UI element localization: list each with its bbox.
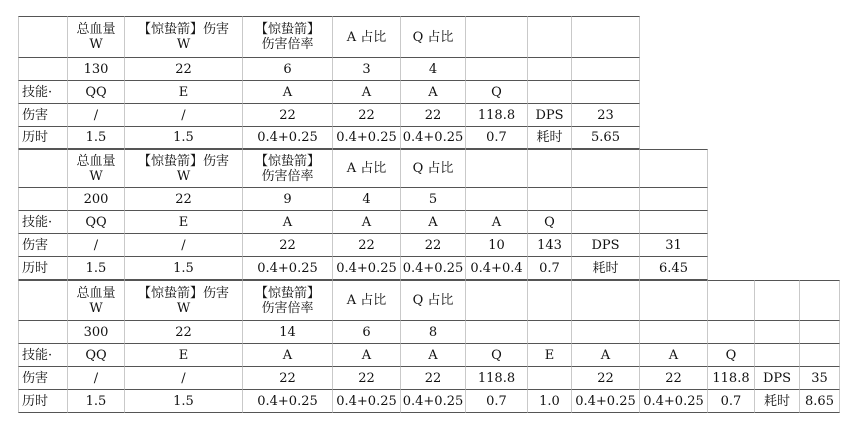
table-3-cell-r3-c11: DPS — [755, 367, 800, 390]
table-2-cell-r0-c8 — [572, 149, 640, 188]
table-2-cell-r2-c2: E — [125, 211, 243, 234]
table-3-cell-r0-c0 — [18, 280, 68, 321]
header-line-2: W — [176, 300, 191, 316]
table-1-cell-r3-c8: 23 — [572, 104, 640, 127]
table-1-cell-r4-c6: 0.7 — [466, 127, 528, 149]
table-2-cell-r4-c7: 0.7 — [528, 257, 572, 280]
table-3-cell-r1-c12 — [800, 321, 840, 344]
table-2-cell-r1-c0 — [18, 188, 68, 211]
table-1-cell-r4-c0: 历时 — [18, 127, 68, 149]
table-3-cell-r1-c4: 6 — [333, 321, 401, 344]
table-3-cell-r3-c12: 35 — [800, 367, 840, 390]
table-1-cell-r3-c5: 22 — [401, 104, 466, 127]
table-1-cell-r1-c0 — [18, 58, 68, 81]
table-1-cell-r2-c5: A — [401, 81, 466, 104]
table-3-cell-r3-c7 — [528, 367, 572, 390]
table-1-cell-r3-c1: / — [68, 104, 125, 127]
table-1-cell-r4-c4: 0.4+0.25 — [333, 127, 401, 149]
table-3-cell-r4-c3: 0.4+0.25 — [243, 390, 333, 413]
table-3-cell-r1-c9 — [640, 321, 708, 344]
table-2-cell-r4-c1: 1.5 — [68, 257, 125, 280]
table-3-cell-r1-c8 — [572, 321, 640, 344]
table-3-cell-r4-c1: 1.5 — [68, 390, 125, 413]
table-2-cell-r4-c3: 0.4+0.25 — [243, 257, 333, 280]
table-3-cell-r2-c7: E — [528, 344, 572, 367]
table-2-cell-r4-c8: 耗时 — [572, 257, 640, 280]
table-3-cell-r2-c9: A — [640, 344, 708, 367]
table-3-cell-r2-c1: QQ — [68, 344, 125, 367]
table-2-cell-r3-c3: 22 — [243, 234, 333, 257]
table-3-cell-r2-c5: A — [401, 344, 466, 367]
header-line-2: W — [89, 300, 103, 316]
table-3-cell-r0-c6 — [466, 280, 528, 321]
table-1-cell-r2-c3: A — [243, 81, 333, 104]
table-3-cell-r3-c4: 22 — [333, 367, 401, 390]
table-2-cell-r4-c6: 0.4+0.4 — [466, 257, 528, 280]
table-2-cell-r0-c7 — [528, 149, 572, 188]
table-1-cell-r2-c4: A — [333, 81, 401, 104]
table-2-cell-r1-c1: 200 — [68, 188, 125, 211]
table-3-cell-r1-c10 — [708, 321, 755, 344]
table-2-cell-r3-c2: / — [125, 234, 243, 257]
table-2-cell-r1-c8 — [572, 188, 640, 211]
table-3-cell-r1-c11 — [755, 321, 800, 344]
table-1-cell-r2-c8 — [572, 81, 640, 104]
table-1-cell-r4-c1: 1.5 — [68, 127, 125, 149]
table-1-cell-r3-c4: 22 — [333, 104, 401, 127]
table-2-cell-r0-c0 — [18, 149, 68, 188]
table-3-cell-r2-c6: Q — [466, 344, 528, 367]
table-2-cell-r2-c7: Q — [528, 211, 572, 234]
table-1-cell-r2-c6: Q — [466, 81, 528, 104]
header-line-1: 【惊蛰箭】伤害 — [137, 22, 229, 37]
header-line-1: 【惊蛰箭】 — [254, 285, 320, 301]
table-1-cell-r3-c6: 118.8 — [466, 104, 528, 127]
table-1-cell-r0-c6 — [466, 16, 528, 58]
table-2-cell-r0-c6 — [466, 149, 528, 188]
table-3-cell-r2-c12 — [800, 344, 840, 367]
table-3-cell-r2-c11 — [755, 344, 800, 367]
table-3-cell-r0-c3 — [243, 280, 333, 321]
header-line-1: 【惊蛰箭】伤害 — [137, 153, 229, 169]
table-3-cell-r4-c8: 0.4+0.25 — [572, 390, 640, 413]
table-3-cell-r3-c0: 伤害 — [18, 367, 68, 390]
table-1-cell-r3-c2: / — [125, 104, 243, 127]
table-3-cell-r4-c0: 历时 — [18, 390, 68, 413]
table-1-cell-r2-c7 — [528, 81, 572, 104]
header-line-2: W — [89, 168, 103, 184]
table-3-cell-r3-c1: / — [68, 367, 125, 390]
table-1-cell-r4-c2: 1.5 — [125, 127, 243, 149]
table-3-cell-r0-c1 — [68, 280, 125, 321]
table-2-cell-r0-c5: Q 占比 — [401, 149, 466, 188]
header-line-1: 总血量 — [76, 153, 116, 169]
table-1-cell-r1-c3: 6 — [243, 58, 333, 81]
header-line-2: W — [176, 37, 191, 52]
table-3-cell-r4-c4: 0.4+0.25 — [333, 390, 401, 413]
table-3-cell-r4-c7: 1.0 — [528, 390, 572, 413]
header-line-2: W — [176, 168, 191, 184]
table-3-cell-r0-c7 — [528, 280, 572, 321]
table-1-cell-r3-c0: 伤害 — [18, 104, 68, 127]
table-2-cell-r3-c5: 22 — [401, 234, 466, 257]
table-3-cell-r0-c5: Q 占比 — [401, 280, 466, 321]
table-2-cell-r0-c4: A 占比 — [333, 149, 401, 188]
table-1-cell-r1-c8 — [572, 58, 640, 81]
table-2-cell-r3-c8: DPS — [572, 234, 640, 257]
table-3-cell-r4-c12: 8.65 — [800, 390, 840, 413]
table-1-cell-r0-c8 — [572, 16, 640, 58]
table-2-cell-r2-c0: 技能· — [18, 211, 68, 234]
header-line-1: 总血量 — [76, 285, 116, 301]
table-3-cell-r0-c8 — [572, 280, 640, 321]
table-3-cell-r4-c2: 1.5 — [125, 390, 243, 413]
table-3-cell-r3-c10: 118.8 — [708, 367, 755, 390]
table-2-cell-r0-c1 — [68, 149, 125, 188]
header-line-2: W — [89, 37, 103, 52]
header-line-1: 【惊蛰箭】 — [254, 153, 320, 169]
table-2-cell-r2-c4: A — [333, 211, 401, 234]
table-3-cell-r3-c8: 22 — [572, 367, 640, 390]
table-3-cell-r1-c7 — [528, 321, 572, 344]
table-1-cell-r2-c0: 技能· — [18, 81, 68, 104]
table-3-cell-r3-c3: 22 — [243, 367, 333, 390]
table-2-cell-r0-c2 — [125, 149, 243, 188]
table-1-cell-r0-c0 — [18, 16, 68, 58]
table-2-cell-r3-c4: 22 — [333, 234, 401, 257]
table-3-cell-r4-c5: 0.4+0.25 — [401, 390, 466, 413]
table-2-cell-r4-c9: 6.45 — [640, 257, 708, 280]
table-1-cell-r2-c1: QQ — [68, 81, 125, 104]
table-1-cell-r0-c4: A 占比 — [333, 16, 401, 58]
table-3-cell-r2-c10: Q — [708, 344, 755, 367]
table-2-cell-r1-c6 — [466, 188, 528, 211]
table-3-cell-r0-c4: A 占比 — [333, 280, 401, 321]
table-3-cell-r1-c3: 14 — [243, 321, 333, 344]
table-2-cell-r1-c4: 4 — [333, 188, 401, 211]
header-line-1: 【惊蛰箭】伤害 — [137, 285, 229, 301]
table-2-cell-r2-c6: A — [466, 211, 528, 234]
table-2-cell-r4-c0: 历时 — [18, 257, 68, 280]
table-3-cell-r2-c4: A — [333, 344, 401, 367]
table-2-cell-r1-c2: 22 — [125, 188, 243, 211]
table-3-cell-r4-c6: 0.7 — [466, 390, 528, 413]
table-1-cell-r1-c1: 130 — [68, 58, 125, 81]
table-1-cell-r4-c7: 耗时 — [528, 127, 572, 149]
table-3-cell-r4-c10: 0.7 — [708, 390, 755, 413]
table-1-cell-r1-c5: 4 — [401, 58, 466, 81]
table-2-cell-r0-c9 — [640, 149, 708, 188]
table-1-cell-r0-c3 — [243, 16, 333, 58]
table-3-cell-r3-c2: / — [125, 367, 243, 390]
table-3-cell-r3-c5: 22 — [401, 367, 466, 390]
header-line-1: 总血量 — [76, 22, 116, 37]
table-1-cell-r1-c2: 22 — [125, 58, 243, 81]
header-line-2: 伤害倍率 — [261, 37, 314, 52]
table-3-cell-r1-c2: 22 — [125, 321, 243, 344]
table-2-cell-r4-c4: 0.4+0.25 — [333, 257, 401, 280]
table-1-cell-r3-c7: DPS — [528, 104, 572, 127]
table-2-cell-r2-c8 — [572, 211, 640, 234]
table-1-cell-r4-c3: 0.4+0.25 — [243, 127, 333, 149]
table-3-cell-r3-c6: 118.8 — [466, 367, 528, 390]
table-2-cell-r2-c5: A — [401, 211, 466, 234]
table-3-cell-r0-c12 — [800, 280, 840, 321]
table-3-cell-r0-c10 — [708, 280, 755, 321]
table-2-cell-r3-c7: 143 — [528, 234, 572, 257]
table-3-cell-r1-c0 — [18, 321, 68, 344]
table-2-cell-r3-c9: 31 — [640, 234, 708, 257]
table-3-cell-r2-c0: 技能· — [18, 344, 68, 367]
table-3-cell-r0-c2 — [125, 280, 243, 321]
table-3-cell-r1-c5: 8 — [401, 321, 466, 344]
table-3-cell-r0-c11 — [755, 280, 800, 321]
table-2-cell-r1-c5: 5 — [401, 188, 466, 211]
table-3-cell-r1-c1: 300 — [68, 321, 125, 344]
table-2-cell-r2-c3: A — [243, 211, 333, 234]
header-line-1: 【惊蛰箭】 — [254, 22, 320, 37]
table-2-cell-r3-c6: 10 — [466, 234, 528, 257]
table-1-cell-r0-c2 — [125, 16, 243, 58]
header-line-2: 伤害倍率 — [261, 300, 314, 316]
table-3-cell-r2-c8: A — [572, 344, 640, 367]
table-1-cell-r1-c4: 3 — [333, 58, 401, 81]
table-2-cell-r0-c3 — [243, 149, 333, 188]
table-1-cell-r0-c5: Q 占比 — [401, 16, 466, 58]
table-2-cell-r3-c0: 伤害 — [18, 234, 68, 257]
table-2-cell-r3-c1: / — [68, 234, 125, 257]
table-2-cell-r2-c1: QQ — [68, 211, 125, 234]
table-2-cell-r1-c9 — [640, 188, 708, 211]
table-3-cell-r0-c9 — [640, 280, 708, 321]
table-3-cell-r4-c9: 0.4+0.25 — [640, 390, 708, 413]
table-2-cell-r1-c3: 9 — [243, 188, 333, 211]
table-3-cell-r1-c6 — [466, 321, 528, 344]
table-1-cell-r4-c5: 0.4+0.25 — [401, 127, 466, 149]
table-1-cell-r1-c7 — [528, 58, 572, 81]
table-2-cell-r2-c9 — [640, 211, 708, 234]
table-1-cell-r3-c3: 22 — [243, 104, 333, 127]
header-line-2: 伤害倍率 — [261, 168, 314, 184]
table-2-cell-r1-c7 — [528, 188, 572, 211]
table-1-cell-r2-c2: E — [125, 81, 243, 104]
table-1-cell-r0-c7 — [528, 16, 572, 58]
table-3-cell-r3-c9: 22 — [640, 367, 708, 390]
table-2-cell-r4-c5: 0.4+0.25 — [401, 257, 466, 280]
table-3-cell-r2-c2: E — [125, 344, 243, 367]
table-1-cell-r0-c1 — [68, 16, 125, 58]
table-3-cell-r2-c3: A — [243, 344, 333, 367]
table-2-cell-r4-c2: 1.5 — [125, 257, 243, 280]
table-3-cell-r4-c11: 耗时 — [755, 390, 800, 413]
table-1-cell-r1-c6 — [466, 58, 528, 81]
table-1-cell-r4-c8: 5.65 — [572, 127, 640, 149]
